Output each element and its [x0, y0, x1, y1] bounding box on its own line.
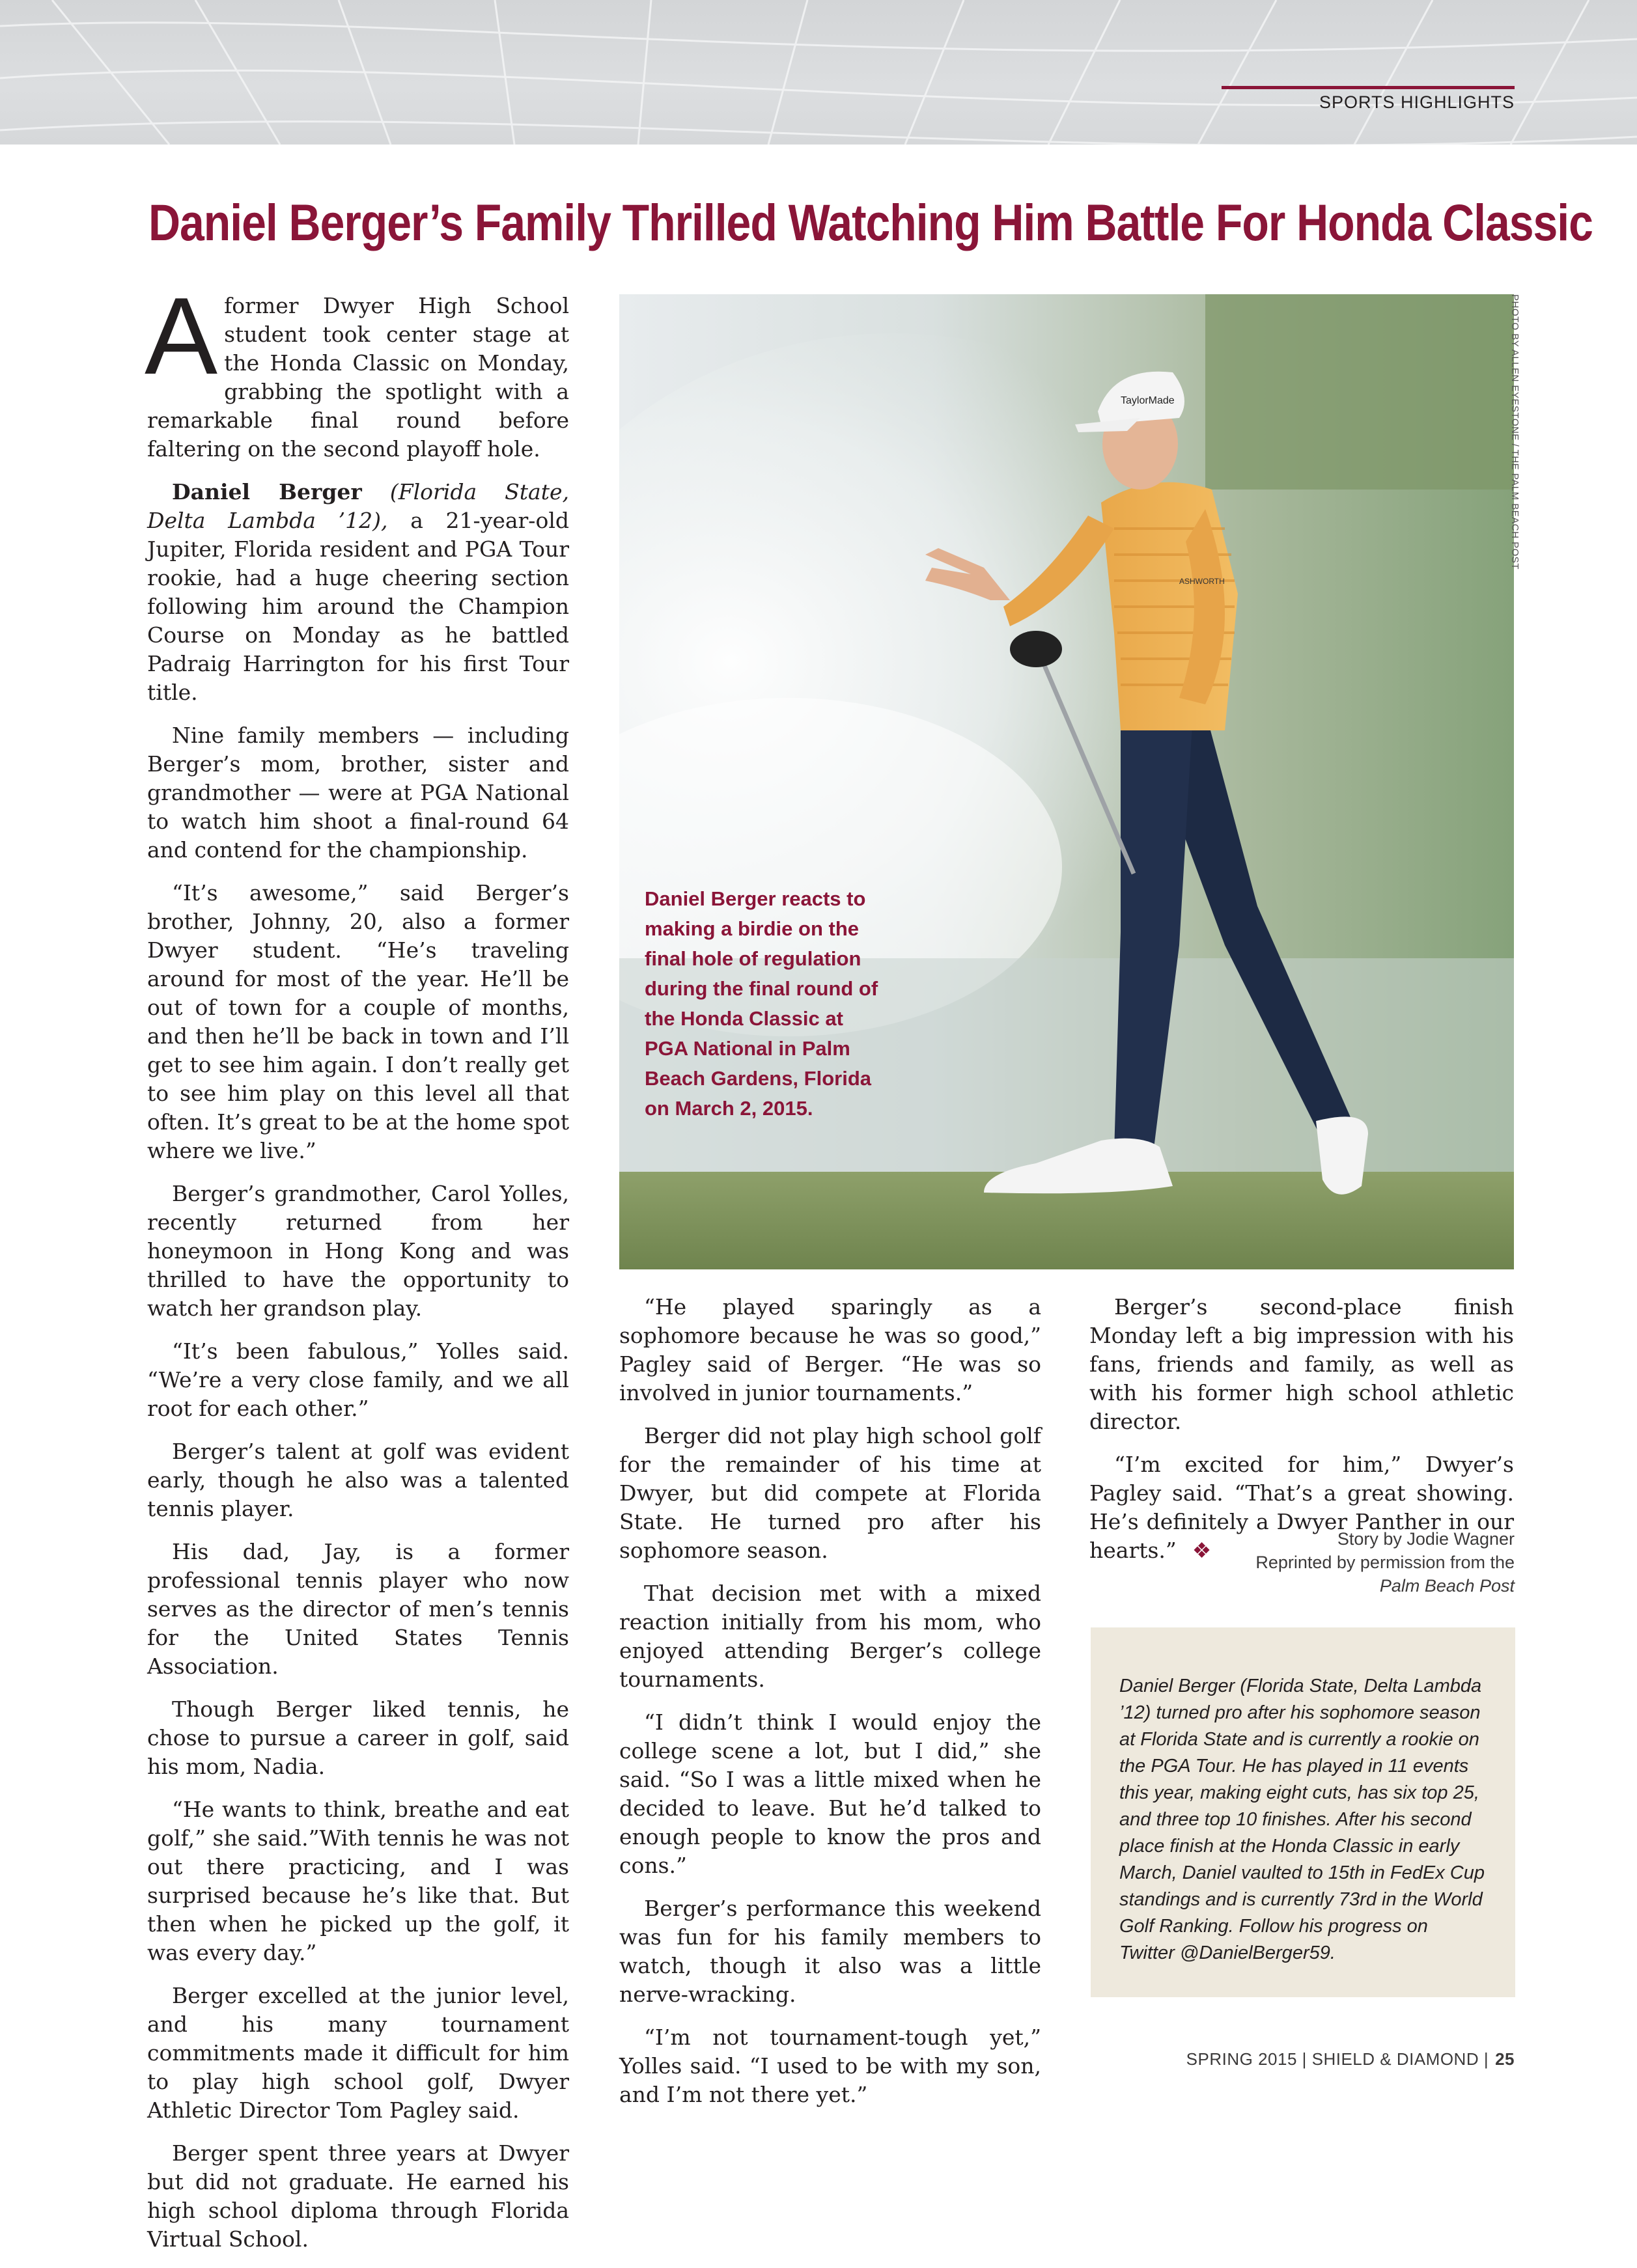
headline: Daniel Berger’s Family Thrilled Watching Him Battle For Honda Classic — [148, 193, 1593, 251]
paragraph: “I’m excited for him,” Dwyer’s Pagley said. “That’s a great showing. He’s definitely a Dwyer Panther in our hearts.” ❖ — [1089, 1452, 1514, 1563]
paragraph: His dad, Jay, is a former professional tennis player who now serves as the director of men’s tennis for the United States Tennis Association. — [147, 1539, 569, 1679]
end-mark-icon: ❖ — [1192, 1538, 1212, 1563]
paragraph: Nine family members — including Berger’s mom, brother, sister and grandmother — were at PGA National to watch him shoot a final-round 64 and contend for the championship. — [147, 723, 569, 863]
article-column-1 — [145, 275, 570, 2268]
paragraph: Aformer Dwyer High School student took center stage at the Honda Classic on Monday, grabbing the spotlight with a remarkable final round before faltering on the second playoff hole. — [145, 275, 569, 462]
paragraph: Berger’s performance this weekend was fun for his family members to watch, though it also was a little nerve-wracking. — [619, 1896, 1041, 2007]
photo-caption: Daniel Berger reacts to making a birdie on the final hole of regulation during the final round of the Honda Classic at PGA National in Palm Beach Gardens, Florida on March 2, 2015. — [645, 887, 878, 1120]
paragraph: “I’m not tournament-tough yet,” Yolles said. “I used to be with my son, and I’m not there yet.” — [619, 2025, 1041, 2107]
byline-permission: Reprinted by permission from the — [1255, 1553, 1515, 1572]
paragraph: “I didn’t think I would enjoy the college scene a lot, but I did,” she said. “So I was a little mixed when he decided to leave. But he’d talked to enough people to know the pros and cons.” — [619, 1709, 1041, 1878]
issue-label: SPRING 2015 | SHIELD & DIAMOND | — [1186, 2049, 1489, 2069]
page-footer — [1186, 2049, 1515, 2069]
header-band — [0, 0, 1637, 145]
byline-author: Story by Jodie Wagner — [1337, 1529, 1515, 1549]
paragraph: Berger’s talent at golf was evident early, though he also was a talented tennis player. — [147, 1439, 569, 1521]
paragraph: Berger’s grandmother, Carol Yolles, recently returned from her honeymoon in Hong Kong and was thrilled to have the opportunity to watch her grandson play. — [147, 1181, 569, 1321]
article-column-2 — [619, 1293, 1041, 2123]
subject-affiliation: (Florida State, Delta Lambda ’12), — [147, 479, 570, 533]
cap-logo: TaylorMade — [1121, 395, 1175, 406]
info-box — [1091, 1627, 1515, 1997]
paragraph: Berger excelled at the junior level, and his many tournament commitments made it difficult for him to play high school golf, Dwyer Athletic Director Tom Pagley said. — [147, 1983, 569, 2123]
section-label: SPORTS HIGHLIGHTS — [1319, 92, 1515, 112]
paragraph: Berger did not play high school golf for the remainder of his time at Dwyer, but did compete at Florida State. He turned pro after his sophomore season. — [619, 1423, 1041, 1563]
paragraph: “It’s awesome,” said Berger’s brother, Johnny, 20, also a former Dwyer student. “He’s traveling around for most of the year. He’ll be out of town for a couple of months, and then he’ll be back in town and I’ll get to see him again. I don’t really get to see him play on this level all that often. It’s great to be at the home spot where we live.” — [147, 880, 569, 1163]
paragraph: “He played sparingly as a sophomore because he was so good,” Pagley said of Berger. “He was so involved in junior tournaments.” — [619, 1294, 1041, 1405]
photo-credit: PHOTO BY ALLEN EYESTONE / THE PALM BEACH POST — [1509, 294, 1520, 570]
paragraph: Though Berger liked tennis, he chose to pursue a career in golf, said his mom, Nadia. — [147, 1696, 569, 1779]
paragraph: That decision met with a mixed reaction initially from his mom, who enjoyed attending Berger’s college tournaments. — [619, 1581, 1041, 1692]
shirt-logo: ASHWORTH — [1179, 577, 1225, 586]
paragraph: “It’s been fabulous,” Yolles said. “We’re a very close family, and we all root for each other.” — [147, 1338, 569, 1421]
section-rule — [1222, 86, 1515, 89]
subject-name: Daniel Berger — [172, 479, 362, 505]
header-pattern — [0, 0, 1637, 145]
page-number: 25 — [1495, 2049, 1515, 2069]
byline — [1111, 1527, 1515, 1597]
paragraph: Berger’s second-place finish Monday left a big impression with his fans, friends and family, as well as with his former high school athletic director. — [1089, 1294, 1514, 1434]
byline-source: Palm Beach Post — [1379, 1576, 1515, 1596]
paragraph: Daniel Berger (Florida State, Delta Lambda ’12), a 21-year-old Jupiter, Florida resident and PGA Tour rookie, had a huge cheering section following him around the Champion Course on Monday as he battled Padraig Harrington for his first Tour title. — [147, 479, 570, 705]
paragraph: “He wants to think, breathe and eat golf,” she said.”With tennis he was not out there practicing, and I was surprised because he’s like that. But then when he picked up the golf, it was every day.” — [147, 1797, 569, 1965]
drop-cap: A — [145, 275, 218, 397]
paragraph: Berger spent three years at Dwyer but did not graduate. He earned his high school diploma through Florida Virtual School. — [147, 2140, 569, 2252]
info-box-text: Daniel Berger (Florida State, Delta Lambda ’12) turned pro after his sophomore season at Florida State and is currently a rookie on the PGA Tour. He has played in 11 events this year, making eight cuts, has six top 25, and three top 10 finishes. After his second place finish at the Honda Classic in early March, Daniel vaulted to 15th in FedEx Cup standings and is currently 73rd in the World Golf Ranking. Follow his progress on Twitter @DanielBerger59. — [1119, 1676, 1485, 1963]
